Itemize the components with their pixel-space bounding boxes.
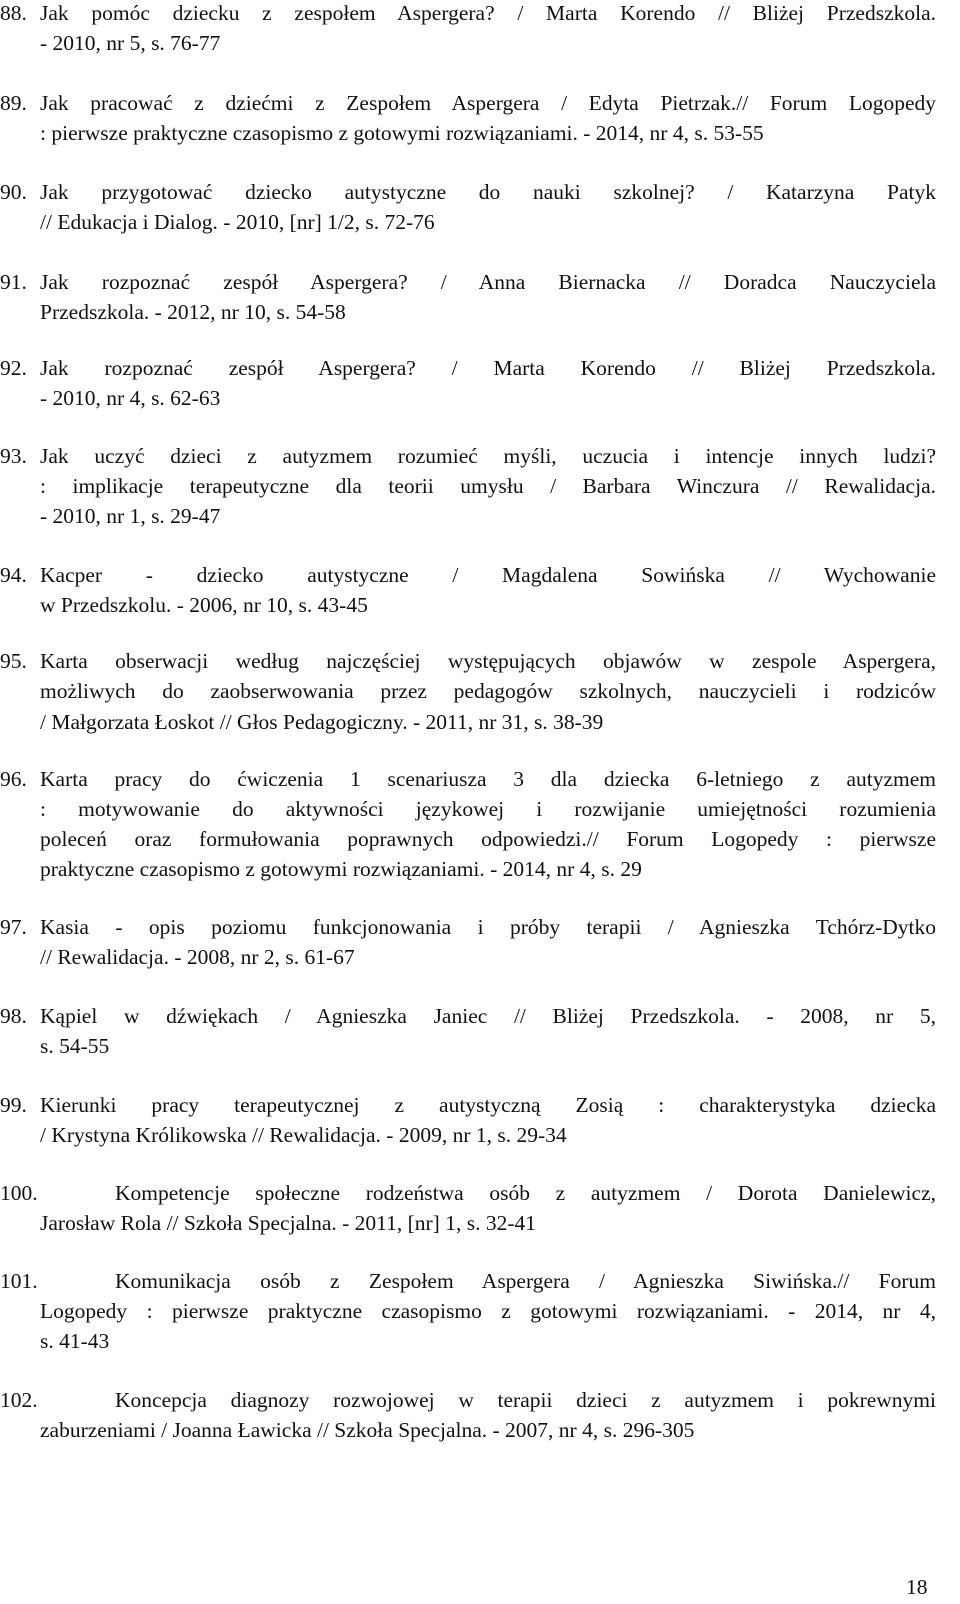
entry-number: 88. (0, 1, 27, 25)
entry-line: : pierwsze praktyczne czasopismo z gotowymi rozwiązaniami. - 2014, nr 4, s. 53-55 (40, 121, 764, 145)
page-number: 18 (906, 1575, 928, 1599)
entry-line: Przedszkola. - 2012, nr 10, s. 54-58 (40, 300, 346, 324)
entry-line: Kąpiel w dźwiękach / Agnieszka Janiec // Bliżej Przedszkola. - 2008, nr 5, (40, 1004, 936, 1028)
entry-line: Kierunki pracy terapeutycznej z autystyczną Zosią : charakterystyka dziecka (40, 1093, 936, 1117)
entry-number: 94. (0, 563, 27, 587)
entry-line: Jak rozpoznać zespół Aspergera? / Anna Biernacka // Doradca Nauczyciela (40, 270, 936, 294)
entry-line: - 2010, nr 4, s. 62-63 (40, 386, 221, 410)
entry-number: 102. (0, 1388, 38, 1412)
entry-line: Jak pomóc dziecku z zespołem Aspergera? / Marta Korendo // Bliżej Przedszkola. (40, 1, 936, 25)
entry-number: 90. (0, 180, 27, 204)
entry-number: 92. (0, 356, 27, 380)
entry-number: 96. (0, 767, 27, 791)
entry-number: 97. (0, 915, 27, 939)
entry-line: Jarosław Rola // Szkoła Specjalna. - 2011, [nr] 1, s. 32-41 (40, 1211, 536, 1235)
entry-line: Jak uczyć dzieci z autyzmem rozumieć myśli, uczucia i intencje innych ludzi? (40, 444, 936, 468)
entry-line: w Przedszkolu. - 2006, nr 10, s. 43-45 (40, 593, 368, 617)
entry-number: 99. (0, 1093, 27, 1117)
entry-line: Jak pracować z dziećmi z Zespołem Aspergera / Edyta Pietrzak.// Forum Logopedy (40, 91, 936, 115)
entry-line: Kasia - opis poziomu funkcjonowania i próby terapii / Agnieszka Tchórz-Dytko (40, 915, 936, 939)
entry-line: możliwych do zaobserwowania przez pedagogów szkolnych, nauczycieli i rodziców (40, 679, 936, 703)
entry-line: Koncepcja diagnozy rozwojowej w terapii dzieci z autyzmem i pokrewnymi (115, 1388, 936, 1412)
entry-number: 98. (0, 1004, 27, 1028)
entry-line: Jak rozpoznać zespół Aspergera? / Marta Korendo // Bliżej Przedszkola. (40, 356, 936, 380)
entry-line: s. 41-43 (40, 1329, 110, 1353)
entry-line: Karta pracy do ćwiczenia 1 scenariusza 3 dla dziecka 6-letniego z autyzmem (40, 767, 936, 791)
entry-line: / Małgorzata Łoskot // Głos Pedagogiczny. - 2011, nr 31, s. 38-39 (40, 710, 604, 734)
entry-line: Logopedy : pierwsze praktyczne czasopismo z gotowymi rozwiązaniami. - 2014, nr 4, (40, 1299, 936, 1323)
entry-line: zaburzeniami / Joanna Ławicka // Szkoła Specjalna. - 2007, nr 4, s. 296-305 (40, 1418, 695, 1442)
entry-line: praktyczne czasopismo z gotowymi rozwiązaniami. - 2014, nr 4, s. 29 (40, 857, 642, 881)
entry-line: Kacper - dziecko autystyczne / Magdalena Sowińska // Wychowanie (40, 563, 936, 587)
entry-line: Karta obserwacji według najczęściej występujących objawów w zespole Aspergera, (40, 649, 936, 673)
entry-line: / Krystyna Królikowska // Rewalidacja. - 2009, nr 1, s. 29-34 (40, 1123, 567, 1147)
entry-line: : motywowanie do aktywności językowej i rozwijanie umiejętności rozumienia (40, 797, 936, 821)
entry-number: 95. (0, 649, 27, 673)
entry-line: - 2010, nr 1, s. 29-47 (40, 504, 221, 528)
entry-line: Kompetencje społeczne rodzeństwa osób z autyzmem / Dorota Danielewicz, (115, 1181, 936, 1205)
entry-line: Komunikacja osób z Zespołem Aspergera / Agnieszka Siwińska.// Forum (115, 1269, 936, 1293)
entry-line: - 2010, nr 5, s. 76-77 (40, 31, 221, 55)
entry-line: : implikacje terapeutyczne dla teorii umysłu / Barbara Winczura // Rewalidacja. (40, 474, 936, 498)
entry-number: 89. (0, 91, 27, 115)
entry-line: // Edukacja i Dialog. - 2010, [nr] 1/2, s. 72-76 (40, 210, 435, 234)
entry-number: 100. (0, 1181, 38, 1205)
entry-line: Jak przygotować dziecko autystyczne do nauki szkolnej? / Katarzyna Patyk (40, 180, 936, 204)
entry-line: // Rewalidacja. - 2008, nr 2, s. 61-67 (40, 945, 355, 969)
entry-number: 91. (0, 270, 27, 294)
entry-number: 101. (0, 1269, 38, 1293)
entry-number: 93. (0, 444, 27, 468)
entry-line: poleceń oraz formułowania poprawnych odpowiedzi.// Forum Logopedy : pierwsze (40, 827, 936, 851)
entry-line: s. 54-55 (40, 1034, 110, 1058)
